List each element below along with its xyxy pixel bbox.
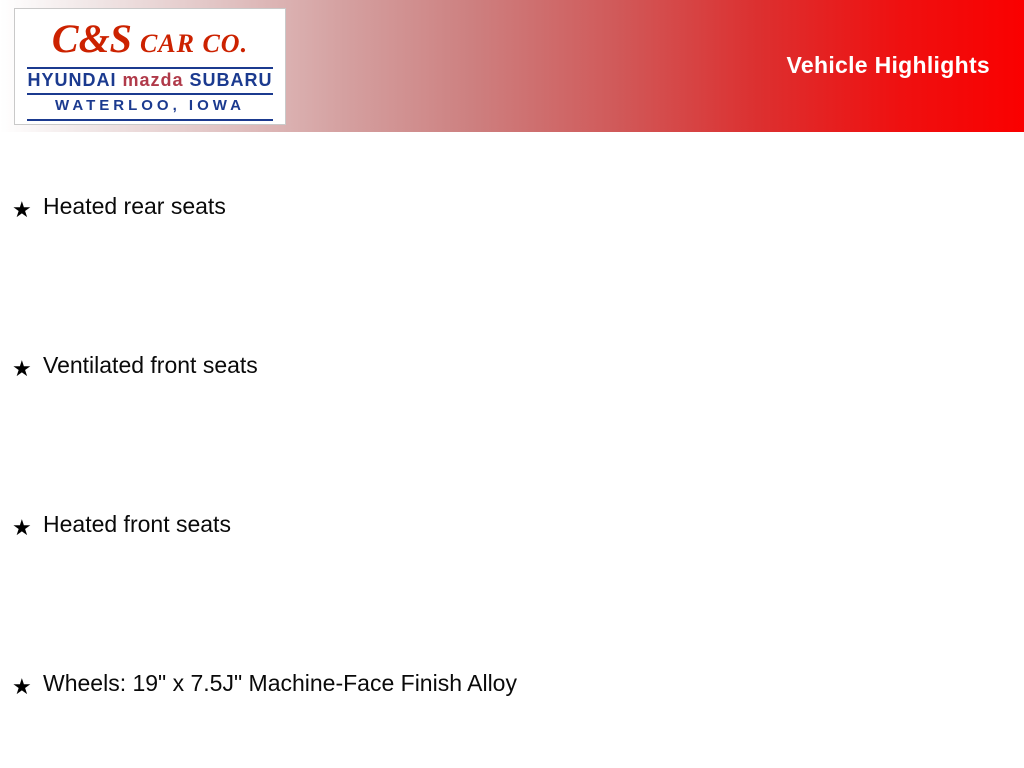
header-banner [0, 0, 1024, 132]
logo-name-main: C&S [51, 16, 132, 61]
star-icon: ★ [12, 674, 32, 699]
list-item [0, 450, 1024, 609]
star-icon: ★ [12, 356, 32, 381]
logo-name-sub: CAR CO. [139, 29, 249, 58]
logo-brands [15, 70, 285, 91]
list-item-label: Ventilated front seats [43, 352, 258, 378]
page-title: Vehicle Highlights [786, 52, 990, 78]
logo-brand-hyundai: HYUNDAI [27, 70, 117, 90]
list-item [0, 291, 1024, 450]
star-icon: ★ [12, 515, 32, 540]
logo-city: WATERLOO, IOWA [55, 97, 245, 114]
logo-wordmark [15, 15, 285, 62]
list-item-label: Heated rear seats [43, 193, 226, 219]
list-item-label: Heated front seats [43, 511, 231, 537]
list-item-label: Wheels: 19" x 7.5J" Machine-Face Finish Alloy [43, 670, 517, 696]
list-item [0, 132, 1024, 291]
highlights-list [0, 132, 1024, 768]
logo-divider-bottom [27, 119, 273, 121]
star-icon: ★ [12, 197, 32, 222]
logo-divider-top [27, 67, 273, 69]
dealer-logo [14, 8, 286, 125]
logo-brand-subaru: SUBARU [189, 70, 273, 90]
logo-divider-mid [27, 93, 273, 95]
list-item [0, 609, 1024, 768]
logo-brand-mazda: mazda [122, 70, 184, 90]
